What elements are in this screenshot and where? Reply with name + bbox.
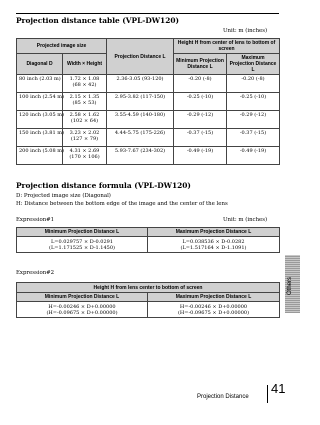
formula-line-h: H: Distance between the bottom edge of the image and the center of the lens	[16, 201, 228, 207]
expr2-header-min: Minimum Projection Distance L	[17, 293, 148, 302]
cell-wh-inches: (68 × 42)	[72, 82, 97, 88]
cell-h-max: -0.25 (-10)	[227, 93, 280, 111]
cell-h-min: -0.25 (-10)	[174, 93, 227, 111]
table-row	[17, 93, 280, 111]
table-row	[17, 129, 280, 147]
expr1-min-meters: L=0.029757 × D-0.0291	[50, 238, 114, 245]
expr1-max-meters: L=0.038536 × D-0.0282	[182, 238, 245, 245]
section1-title: Projection distance table (VPL-DW120)	[16, 16, 179, 25]
cell-diagonal: 100 inch (2.54 m)	[17, 93, 63, 111]
side-tab-label: Others	[287, 276, 293, 295]
cell-wh-inches: (85 × 53)	[72, 100, 97, 106]
cell-wh-inches: (170 × 106)	[69, 154, 100, 160]
cell-wh-meters: 4.31 × 2.69	[69, 148, 100, 154]
cell-width-height	[63, 75, 107, 93]
header-projection-distance: Projection Distance L	[107, 39, 174, 75]
expr2-min-inches: (H=-0.09675 × D+0.00000)	[46, 309, 118, 316]
expression1-label: Expression#1	[16, 217, 55, 223]
cell-diagonal: 150 inch (3.81 m)	[17, 129, 63, 147]
header-diagonal-d: Diagonal D	[17, 54, 63, 75]
table-row	[17, 111, 280, 129]
footer-section-label: Projection Distance	[197, 394, 249, 400]
cell-distance: 3.55-4.59 (140-180)	[107, 111, 174, 129]
expr2-max-meters: H=-0.00246 × D+0.00000	[179, 303, 248, 310]
cell-h-max: -0.49 (-19)	[227, 147, 280, 165]
cell-h-min: -0.29 (-12)	[174, 111, 227, 129]
expr1-max-inches: (L=1.517164 × D-1.1091)	[180, 244, 247, 251]
header-max-distance: Maximum Projection Distance L	[227, 54, 280, 75]
cell-distance: 2.95-3.82 (117-150)	[107, 93, 174, 111]
formula-line-d: D: Projected image size (Diagonal)	[16, 193, 111, 199]
expr2-cell-min	[17, 302, 148, 318]
expr1-header-min: Minimum Projection Distance L	[17, 228, 148, 237]
cell-diagonal: 120 inch (3.05 m)	[17, 111, 63, 129]
cell-diagonal: 200 inch (5.08 m)	[17, 147, 63, 165]
cell-h-min: -0.49 (-19)	[174, 147, 227, 165]
expr2-header-max: Maximum Projection Distance L	[148, 293, 280, 302]
cell-wh-meters: 2.15 × 1.35	[69, 94, 100, 100]
cell-wh-meters: 2.58 × 1.62	[69, 112, 100, 118]
cell-distance: 5.93-7.67 (234-302)	[107, 147, 174, 165]
section2-title: Projection distance formula (VPL-DW120)	[16, 181, 191, 190]
expr1-header-max: Maximum Projection Distance L	[148, 228, 280, 237]
footer-divider	[267, 385, 268, 403]
cell-width-height	[63, 129, 107, 147]
cell-wh-inches: (102 × 64)	[70, 118, 99, 124]
cell-h-min: -0.20 (-8)	[174, 75, 227, 93]
projection-distance-table	[16, 38, 280, 165]
section1-unit: Unit: m (inches)	[223, 28, 268, 34]
cell-wh-meters: 1.72 × 1.08	[69, 76, 100, 82]
cell-width-height	[63, 111, 107, 129]
cell-h-min: -0.37 (-15)	[174, 129, 227, 147]
cell-h-max: -0.20 (-8)	[227, 75, 280, 93]
cell-distance: 4.44-5.75 (175-226)	[107, 129, 174, 147]
table-row	[17, 147, 280, 165]
table-row	[17, 75, 280, 93]
expr2-min-meters: H=-0.00246 × D+0.00000	[48, 303, 116, 310]
cell-h-max: -0.37 (-15)	[227, 129, 280, 147]
header-width-height: Width × Height	[63, 54, 107, 75]
expr2-max-inches: (H=-0.09675 × D+0.00000)	[177, 309, 250, 316]
header-height-h: Height H from center of lens to bottom of screen	[174, 39, 280, 54]
header-min-distance: Minimum Projection Distance L	[174, 54, 227, 75]
expr1-min-inches: (L=1.171525 × D-1.1450)	[49, 244, 115, 251]
cell-distance: 2.36-3.05 (93-120)	[107, 75, 174, 93]
header-projected-image-size: Projected image size	[17, 39, 107, 54]
expression1-table	[16, 227, 280, 253]
expression2-table	[16, 282, 280, 318]
expression1-unit: Unit: m (inches)	[223, 217, 268, 223]
expr2-header-height: Height H from lens center to bottom of screen	[17, 283, 280, 293]
cell-h-max: -0.29 (-12)	[227, 111, 280, 129]
cell-width-height	[63, 93, 107, 111]
cell-wh-meters: 3.23 × 2.02	[69, 130, 100, 136]
cell-wh-inches: (127 × 79)	[70, 136, 99, 142]
expr1-cell-min	[17, 237, 148, 253]
expr1-cell-max	[148, 237, 280, 253]
cell-width-height	[63, 147, 107, 165]
top-rule	[16, 13, 279, 14]
cell-diagonal: 80 inch (2.03 m)	[17, 75, 63, 93]
expr2-cell-max	[148, 302, 280, 318]
expression2-label: Expression#2	[16, 270, 55, 276]
page-number: 41	[271, 381, 286, 396]
